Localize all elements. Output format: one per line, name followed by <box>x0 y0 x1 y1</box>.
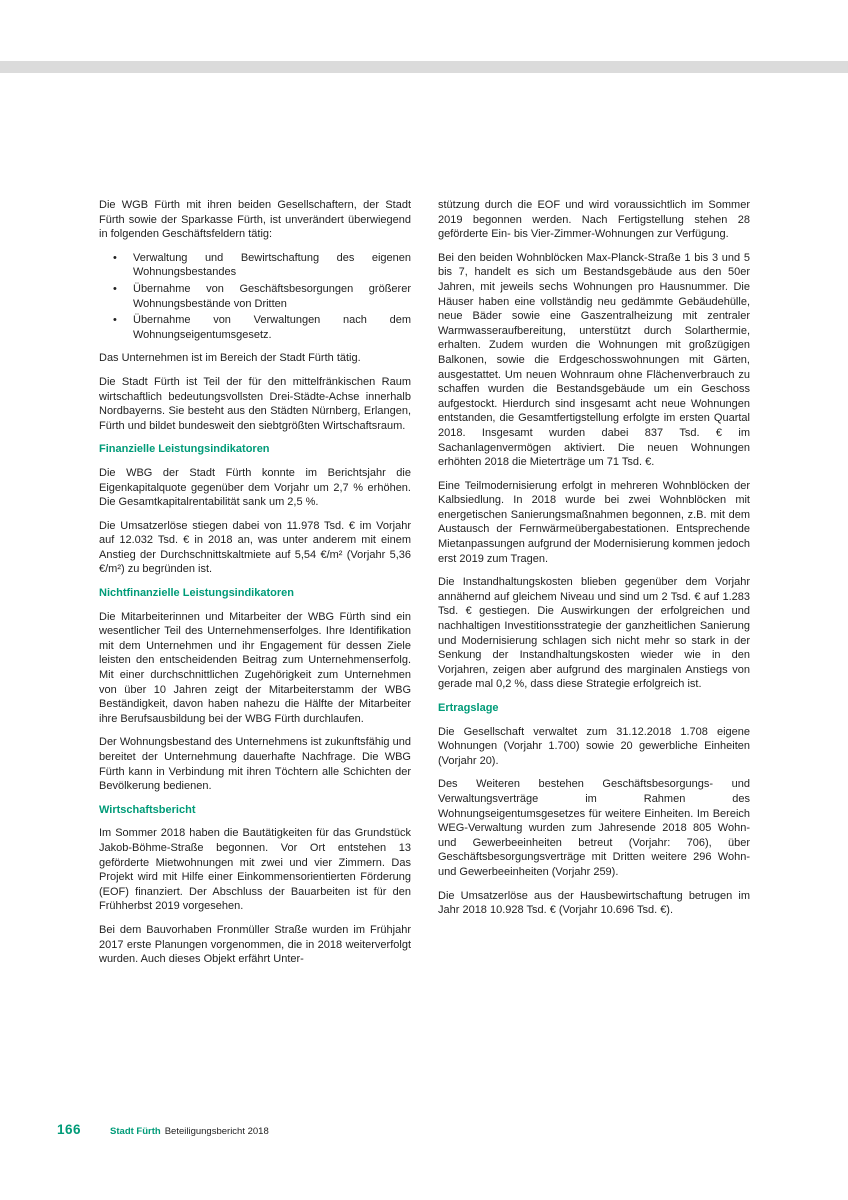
body-paragraph: Die Mitarbeiterinnen und Mitarbeiter der WBG Fürth sind ein wesentlicher Teil des Unternehmenserfolges. Ihre Identifikation mit dem Unternehmen und ihr Engagement für dessen Ziele leisten den entscheidenden Beitrag zum Unternehmenserfolg. Mit einer durchschnittlichen Zugehörigkeit zum Unternehmen von über 10 Jahren zeigt der Mitarbeiterstamm der WBG Beständigkeit, davon haben nahezu die Hälfte der Mitarbeiter ihre Berufsausbildung bei der WBG Fürth durchlaufen. <box>99 610 411 725</box>
page-number: 166 <box>57 1122 82 1137</box>
body-paragraph: Bei dem Bauvorhaben Fronmüller Straße wurden im Frühjahr 2017 erste Planungen vorgenommen, die in 2018 weiterverfolgt wurden. Auch dieses Objekt erfährt Unter- <box>99 923 411 966</box>
page-content <box>99 198 750 976</box>
section-heading: Ertragslage <box>438 702 499 714</box>
body-paragraph: Eine Teilmodernisierung erfolgt in mehreren Wohnblöcken der Kalbsiedlung. In 2018 wurde bei zwei Wohnblöcken mit energetischen Sanierungsmaßnahmen begonnen, z.B. mit dem Austausch der Fernwärmeübergabestationen. Entsprechende Mietanpassungen aufgrund der Modernisierung kommen jedoch erst 2019 zum Tragen. <box>438 479 750 565</box>
top-divider-bar <box>0 61 848 73</box>
footer-report-title: Beteiligungsbericht 2018 <box>164 1126 269 1137</box>
body-paragraph: Die Gesellschaft verwaltet zum 31.12.2018 1.708 eigene Wohnungen (Vorjahr 1.700) sowie 20 gewerbliche Einheiten (Vorjahr 20). <box>438 725 750 767</box>
body-paragraph: Die Instandhaltungskosten blieben gegenüber dem Vorjahr annähernd auf gleichem Niveau und sind um 2 Tsd. € auf 1.283 Tsd. € gestiegen. Die Auswirkungen der erfolgreichen und nachhaltigen Investitionsstrategie der ganzheitlichen Sanierung und Modernisierung schlagen sich nicht mehr so stark in der Senkung der Instandhaltungskosten wieder wie in den Vorjahren, zeigen aber aufgrund des marginalen Anstiegs von gerade mal 0,2 %, dass diese Strategie erfolgreich ist. <box>438 576 750 691</box>
body-paragraph: Die Umsatzerlöse aus der Hausbewirtschaftung betrugen im Jahr 2018 10.928 Tsd. € (Vorjahr 10.696 Tsd. €). <box>438 889 750 917</box>
body-paragraph: Das Unternehmen ist im Bereich der Stadt Fürth tätig. <box>99 352 361 365</box>
section-heading: Finanzielle Leistungsindikatoren <box>99 443 270 456</box>
body-paragraph: Im Sommer 2018 haben die Bautätigkeiten für das Grundstück Jakob-Böhme-Straße begonnen. Vor Ort entstehen 13 geförderte Mietwohnungen mit zwei und vier Zimmern. Das Projekt wird mit Hilfe einer Einkommensorientierten Förderung (EOF) finanziert. Der Abschluss der Bauarbeiten ist für den Frühherbst 2019 vorgesehen. <box>99 827 411 913</box>
bullet-item: • Übernahme von Verwaltungen nach dem Wohnungseigentumsgesetz. <box>113 313 411 342</box>
right-column <box>438 198 750 976</box>
bullet-item: • Übernahme von Geschäftsbesorgungen größerer Wohnungsbestände von Dritten <box>113 282 411 311</box>
left-column <box>99 198 411 976</box>
body-paragraph: Die WGB Fürth mit ihren beiden Gesellschaftern, der Stadt Fürth sowie der Sparkasse Fürth, ist unverändert überwiegend in folgenden Geschäftsfeldern tätig: <box>99 199 411 241</box>
bullet-item: • Verwaltung und Bewirtschaftung des eigenen Wohnungsbestandes <box>113 251 411 280</box>
body-paragraph: Bei den beiden Wohnblöcken Max-Planck-Straße 1 bis 3 und 5 bis 7, handelt es sich um Bestandsgebäude aus den 50er Jahren, mit jeweils sechs Wohnungen pro Hausnummer. Die Häuser haben eine vollständig neu gedämmte Gebäudehülle, neue Bäder sowie eine Gaszentralheizung mit zentraler Warmwasseraufbereitung, unterstützt durch Solarthermie, erhalten. Zudem wurden die Wohnungen mit großzügigen Balkonen, sowie die Erdgeschosswohnungen mit Gärten, ausgestattet. Um neuen Wohnraum ohne Flächenverbrauch zu schaffen wurden die Bestandsgebäude um ein Geschoss aufgestockt. Hierdurch sind insgesamt acht neue Wohnungen entstanden, die Gesamtfertigstellung erfolgte im ersten Quartal 2018. Insgesamt wurden dabei 837 Tsd. € im Sachanlagenvermögen aktiviert. Die neuen Wohnungen erhöhten 2018 die Mieterträge um 71 Tsd. €. <box>438 251 750 469</box>
body-paragraph: Der Wohnungsbestand des Unternehmens ist zukunftsfähig und bereitet der Unternehmung dauerhafte Nachfrage. Die WBG Fürth kann in Verbindung mit ihren Töchtern alle Schichten der Bevölkerung bedienen. <box>99 736 411 793</box>
page-footer <box>57 1122 269 1137</box>
bullet-list <box>99 251 411 343</box>
body-paragraph: stützung durch die EOF und wird voraussichtlich im Sommer 2019 begonnen werden. Nach Fertigstellung stehen 28 geförderte Ein- bis Vier-Zimmer-Wohnungen zur Verfügung. <box>438 199 750 241</box>
body-paragraph: Des Weiteren bestehen Geschäftsbesorgungs- und Verwaltungsverträge im Rahmen des Wohnungseigentumsgesetzes für weitere Einheiten. Im Bereich WEG-Verwaltung wurden zum Jahresende 2018 805 Wohn- und Gewerbeeinheiten betreut (Vorjahr: 706), über Geschäftsbesorgungsverträge mit Dritten weitere 296 Wohn- und Gewerbeeinheiten (Vorjahr 259). <box>438 778 750 878</box>
body-paragraph: Die Stadt Fürth ist Teil der für den mittelfränkischen Raum wirtschaftlich bedeutungsvollsten Drei-Städte-Achse innerhalb Nordbayerns. Sie besteht aus den Städten Nürnberg, Erlangen, Fürth und bildet bundesweit den siebtgrößten Wirtschaftsraum. <box>99 375 411 432</box>
section-heading: Wirtschaftsbericht <box>99 803 196 816</box>
body-paragraph: Die Umsatzerlöse stiegen dabei von 11.978 Tsd. € im Vorjahr auf 12.032 Tsd. € in 2018 an, was unter anderem mit einem Anstieg der Durchschnittskaltmiete auf 5,54 €/m² (Vorjahr 5,36 €/m²) zu begründen ist. <box>99 519 411 576</box>
section-heading: Nichtfinanzielle Leistungsindikatoren <box>99 587 294 600</box>
body-paragraph: Die WBG der Stadt Fürth konnte im Berichtsjahr die Eigenkapitalquote gegenüber dem Vorjahr um 2,7 % erhöhen. Die Gesamtkapitalrentabilität sank um 2,5 %. <box>99 466 411 509</box>
footer-brand: Stadt Fürth <box>110 1126 161 1137</box>
